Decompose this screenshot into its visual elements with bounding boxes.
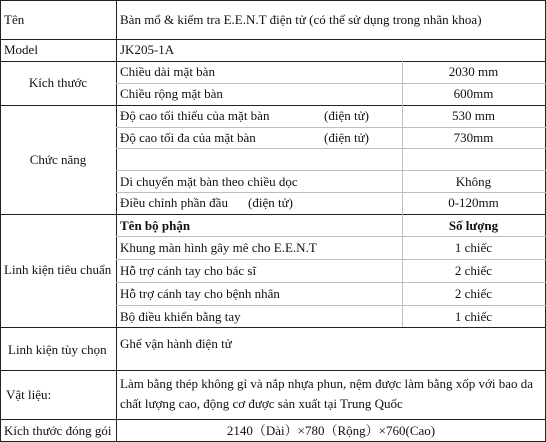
function-value: 730mm bbox=[453, 130, 494, 145]
function-note: (điện tử) bbox=[324, 108, 369, 123]
name-label: Tên bbox=[4, 12, 25, 27]
function-name: Độ cao tối thiểu của mặt bàn bbox=[120, 108, 270, 123]
packing-size-value: 2140（Dài）×780（Rộng）×760(Cao) bbox=[226, 423, 436, 438]
parts-header-name: Tên bộ phận bbox=[120, 218, 191, 233]
subrow-divider bbox=[116, 259, 546, 260]
dimension-value: 2030 mm bbox=[448, 64, 499, 79]
material-value: Làm bằng thép không gỉ và nắp nhựa phun, nệm được làm bằng xốp với bao da chất lượng cao, động cơ được sản xuất tại Trung Quốc bbox=[120, 376, 534, 411]
function-value: 530 mm bbox=[452, 108, 495, 123]
part-qty: 2 chiếc bbox=[454, 263, 493, 278]
material-label: Vật liệu: bbox=[6, 387, 52, 402]
subrow-divider bbox=[116, 170, 546, 171]
part-name: Bộ điều khiển bằng tay bbox=[120, 309, 241, 324]
function-note: (điện tử) bbox=[324, 130, 369, 145]
function-name: Di chuyển mặt bàn theo chiều dọc bbox=[120, 174, 298, 189]
part-qty: 1 chiếc bbox=[454, 240, 493, 255]
part-name: Hỗ trợ cánh tay cho bệnh nhân bbox=[120, 286, 280, 301]
part-name: Khung màn hình gây mê cho E.E.N.T bbox=[120, 240, 317, 255]
column-divider bbox=[116, 0, 117, 442]
standard-parts-label: Linh kiện tiêu chuẩn bbox=[4, 262, 112, 277]
row-divider bbox=[0, 214, 546, 215]
row-divider bbox=[0, 61, 546, 62]
function-label: Chức năng bbox=[29, 152, 87, 167]
table-border-left bbox=[0, 0, 1, 442]
function-value: 0-120mm bbox=[448, 195, 499, 210]
model-value: JK205-1A bbox=[120, 42, 175, 57]
row-divider bbox=[0, 39, 546, 40]
dimensions-label: Kích thước bbox=[28, 75, 88, 90]
function-name: Độ cao tối đa của mặt bàn bbox=[120, 130, 256, 145]
parts-header-qty: Số lượng bbox=[448, 218, 499, 233]
subrow-divider bbox=[116, 127, 546, 128]
part-qty: 1 chiếc bbox=[454, 309, 493, 324]
row-divider bbox=[0, 370, 546, 371]
optional-parts-label: Linh kiện tùy chọn bbox=[8, 342, 107, 357]
row-divider bbox=[0, 105, 546, 106]
dimension-name: Chiều rộng mặt bàn bbox=[120, 86, 223, 101]
row-divider bbox=[0, 327, 546, 328]
subrow-divider bbox=[116, 236, 546, 237]
part-qty: 2 chiếc bbox=[454, 286, 493, 301]
subrow-divider bbox=[116, 192, 546, 193]
subrow-divider bbox=[116, 83, 546, 84]
optional-parts-value: Ghế vận hành điện tử bbox=[120, 336, 232, 351]
name-value: Bàn mổ & kiểm tra E.E.N.T điện tử (có thể sử dụng trong nhãn khoa) bbox=[120, 12, 482, 27]
dimension-value: 600mm bbox=[453, 86, 494, 101]
model-label: Model bbox=[4, 42, 38, 57]
subrow-divider bbox=[116, 148, 546, 149]
dimension-name: Chiều dài mặt bàn bbox=[120, 64, 215, 79]
packing-size-label: Kích thước đóng gói bbox=[4, 423, 112, 438]
row-divider bbox=[0, 419, 546, 420]
function-name: Điều chỉnh phần đầu bbox=[120, 195, 228, 210]
function-note: (điện tử) bbox=[248, 195, 293, 210]
part-name: Hỗ trợ cánh tay cho bác sĩ bbox=[120, 263, 257, 278]
subrow-divider bbox=[116, 305, 546, 306]
table-border-top bbox=[0, 0, 546, 1]
subrow-divider bbox=[116, 282, 546, 283]
function-value: Không bbox=[455, 174, 492, 189]
